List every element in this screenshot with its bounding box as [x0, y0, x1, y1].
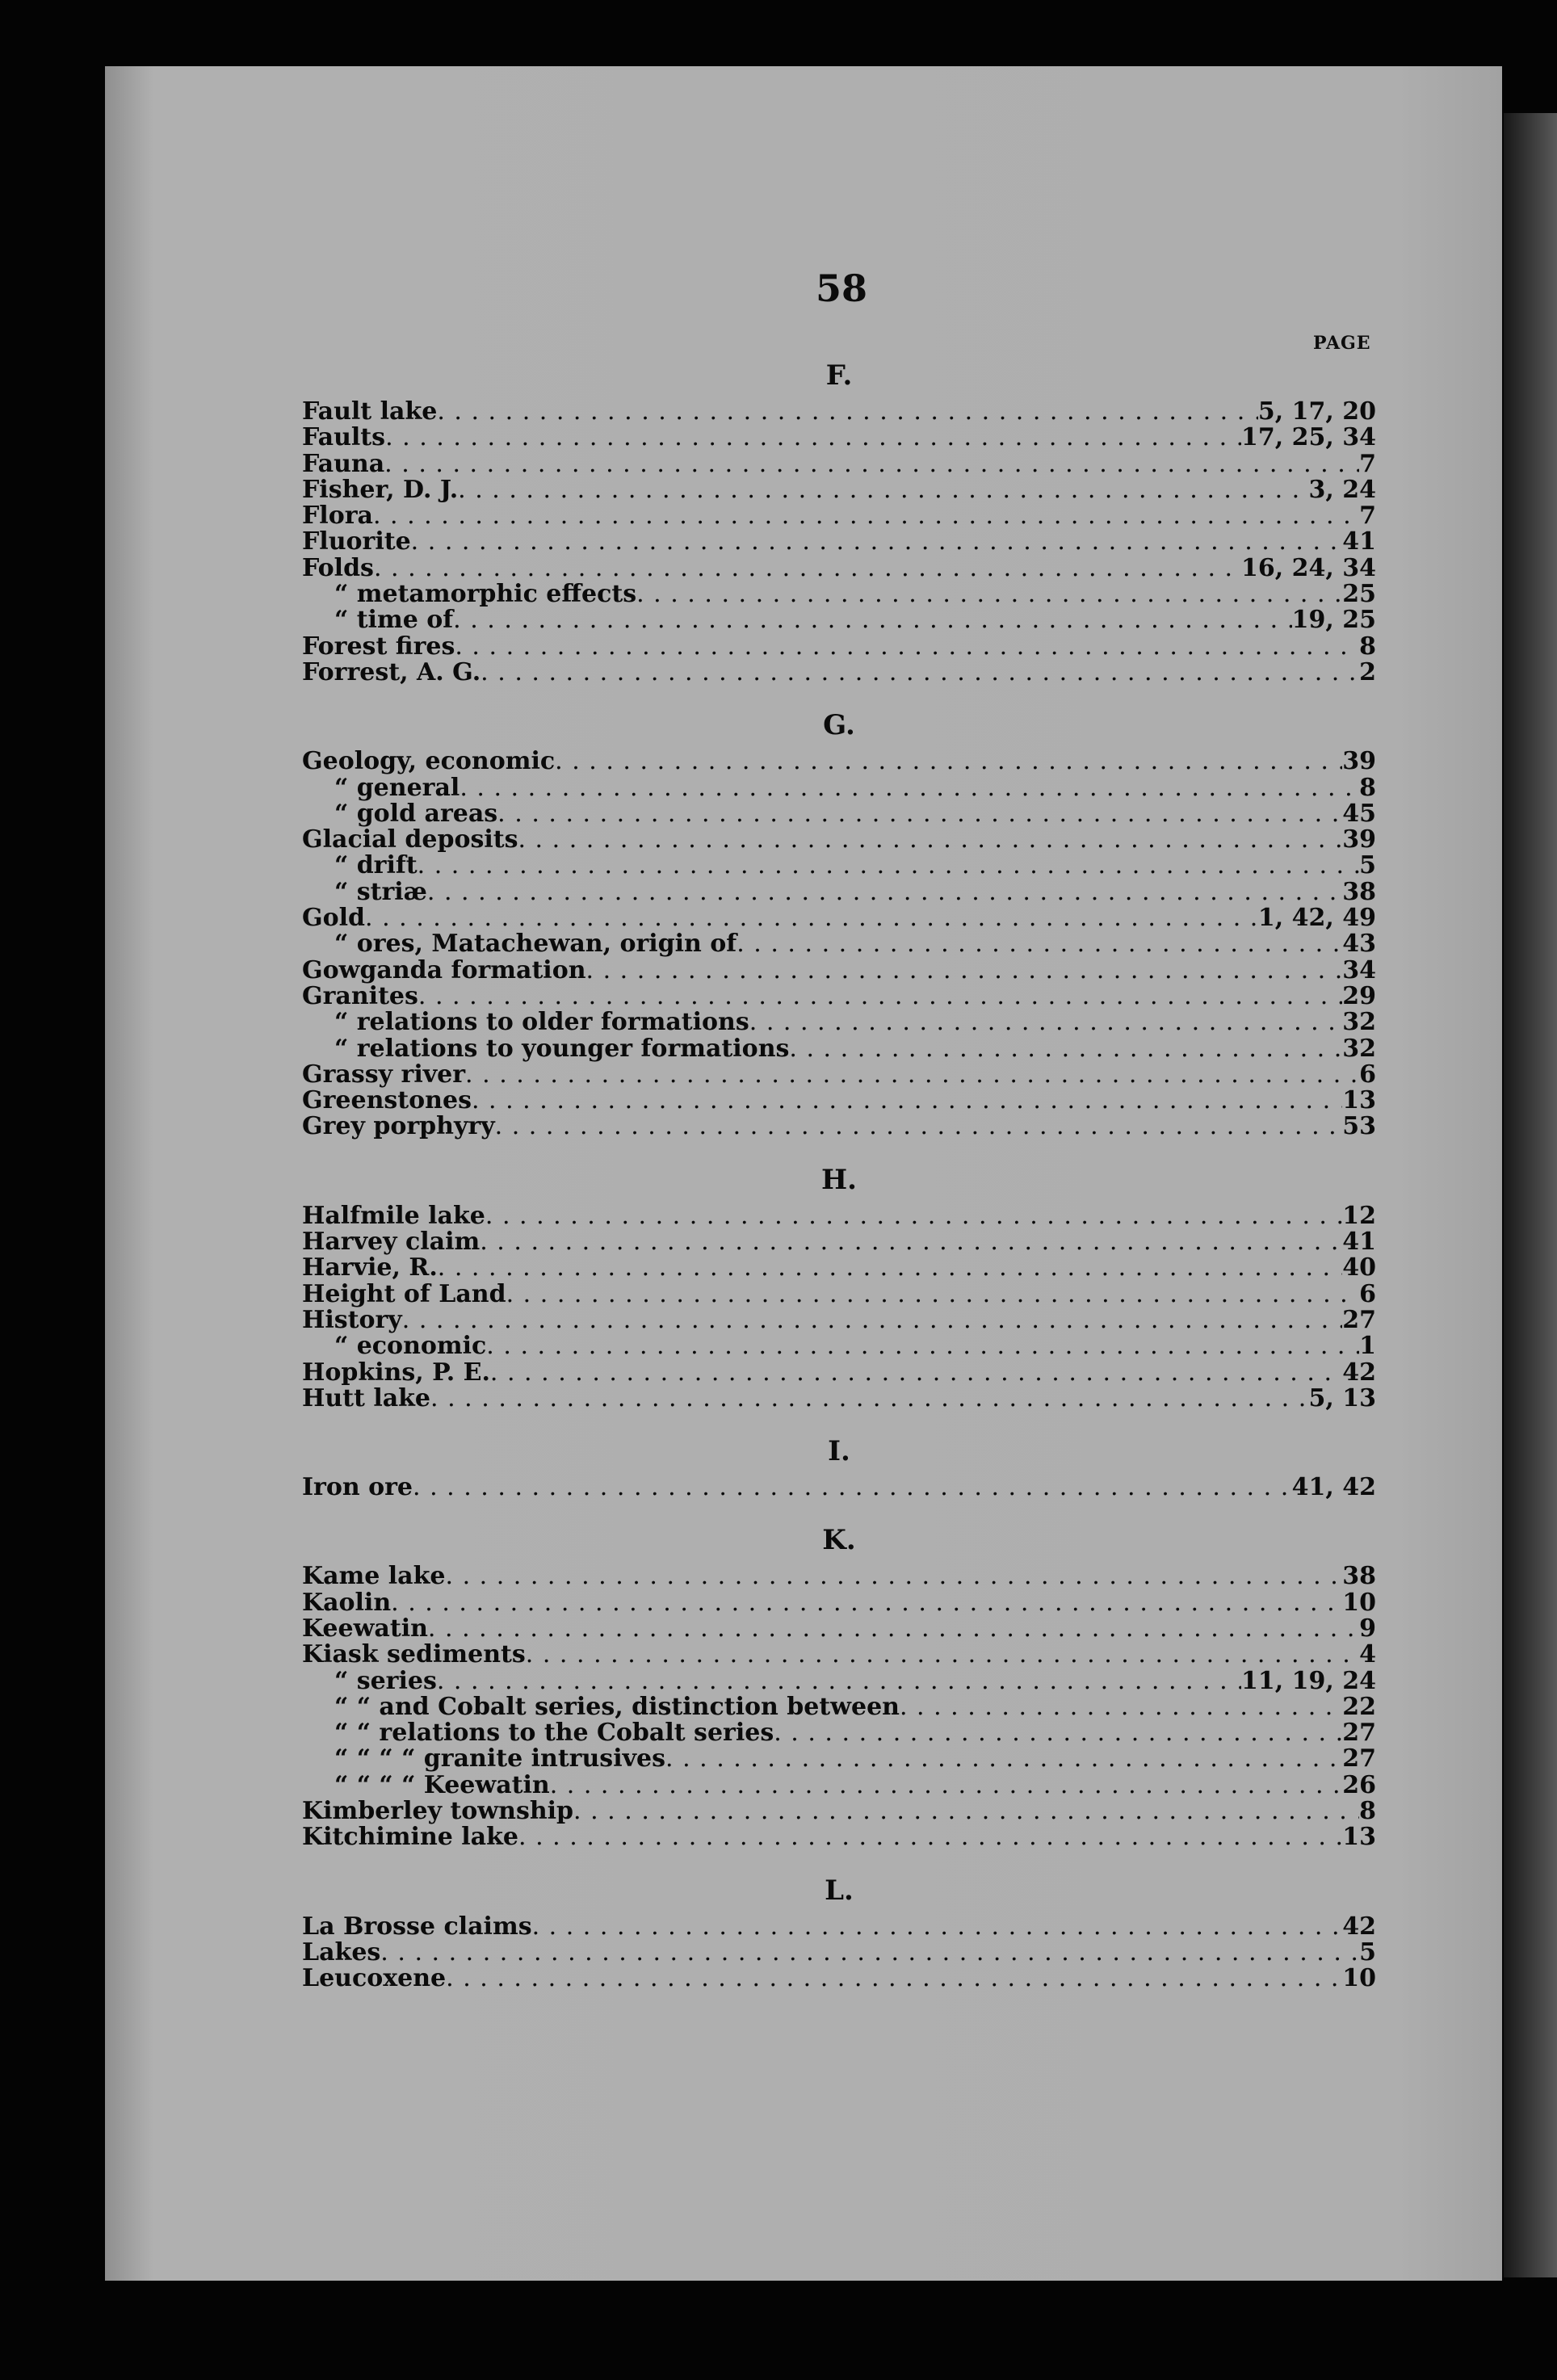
entry-term: “ ores, Matachewan, origin of — [334, 930, 737, 959]
entry-term: Iron ore — [302, 1473, 413, 1502]
index-entry — [302, 1114, 1376, 1140]
entry-term: “ relations to younger formations — [334, 1034, 790, 1063]
dot-leader — [526, 1642, 1359, 1668]
dot-leader — [737, 931, 1342, 957]
entry-term: Kiask sediments — [302, 1640, 526, 1669]
dot-leader — [506, 1282, 1360, 1308]
dot-leader — [446, 1966, 1342, 1992]
entry-term: Leucoxene — [302, 1964, 447, 1993]
dot-leader — [460, 775, 1359, 801]
entry-term: “ drift — [334, 851, 418, 880]
section-heading: G. — [823, 709, 855, 742]
index-entry — [302, 879, 1376, 905]
index-entry — [302, 1564, 1376, 1589]
entry-pages: 1, 42, 49 — [1257, 904, 1376, 933]
entry-term: Gowganda formation — [302, 955, 586, 984]
entry-pages: 7 — [1359, 449, 1376, 478]
index-entry — [302, 1279, 1376, 1308]
entry-term: “ “ relations to the Cobalt series — [334, 1719, 774, 1748]
index-entry — [302, 451, 1376, 477]
entry-pages: 13 — [1342, 1086, 1376, 1115]
entry-term: Geology, economic — [302, 747, 556, 776]
entry-pages: 45 — [1342, 799, 1376, 828]
dot-leader — [380, 1940, 1359, 1966]
entry-term: Faults — [302, 423, 386, 452]
entry-pages: 34 — [1342, 955, 1376, 984]
dot-leader — [437, 1669, 1241, 1694]
entry-term: “ general — [334, 773, 460, 802]
dot-leader — [550, 1773, 1343, 1799]
dot-leader — [490, 1360, 1342, 1386]
dot-leader — [438, 1255, 1342, 1281]
entry-pages: 17, 25, 34 — [1240, 423, 1376, 452]
dot-leader — [900, 1694, 1342, 1720]
dot-leader — [391, 1590, 1342, 1616]
entry-term: Lakes — [302, 1937, 381, 1967]
entry-pages: 1 — [1359, 1332, 1376, 1361]
entry-pages: 27 — [1342, 1744, 1376, 1773]
entry-term: Folds — [302, 553, 374, 582]
entry-term: Gold — [302, 904, 366, 933]
entry-pages: 5 — [1359, 1937, 1376, 1967]
section-heading: F. — [825, 359, 853, 392]
index-entry — [302, 775, 1376, 801]
entry-pages: 9 — [1359, 1614, 1376, 1643]
entry-pages: 32 — [1342, 1008, 1376, 1037]
dot-leader — [749, 1010, 1343, 1035]
index-entry — [302, 1590, 1376, 1616]
dot-leader — [495, 1114, 1343, 1140]
index-entry — [302, 1616, 1376, 1642]
entry-pages: 7 — [1359, 502, 1376, 531]
index-entry — [302, 634, 1376, 660]
index-entry — [302, 1799, 1376, 1824]
section-heading: K. — [822, 1524, 856, 1557]
dot-leader — [418, 853, 1359, 879]
entry-pages: 42 — [1342, 1912, 1376, 1941]
entry-pages: 25 — [1342, 580, 1376, 609]
section-gap — [302, 686, 1376, 702]
index-entry — [302, 529, 1376, 555]
dot-leader — [486, 1333, 1359, 1359]
dot-leader — [532, 1914, 1343, 1940]
dot-leader — [789, 1036, 1342, 1062]
dot-leader — [374, 556, 1241, 581]
dot-leader — [430, 1386, 1308, 1412]
index-entry — [302, 425, 1376, 451]
dot-leader — [437, 399, 1258, 425]
entry-pages: 19, 25 — [1291, 606, 1376, 635]
entry-term: Harvey claim — [302, 1228, 481, 1257]
entry-pages: 38 — [1342, 1562, 1376, 1591]
entry-term: Granites — [302, 981, 418, 1010]
entry-pages: 41 — [1342, 527, 1376, 556]
dot-leader — [480, 1229, 1342, 1255]
entry-term: “ striæ — [334, 877, 427, 906]
entry-term: “ relations to older formations — [334, 1008, 749, 1037]
index-entry — [302, 1694, 1376, 1720]
index-entry — [302, 1770, 1376, 1799]
index-entry — [302, 1360, 1376, 1386]
index-list — [302, 352, 1376, 1992]
index-entry — [302, 955, 1376, 984]
entry-term: Hutt lake — [302, 1383, 431, 1412]
entry-term: Fault lake — [302, 397, 438, 426]
entry-pages: 4 — [1359, 1640, 1376, 1669]
entry-term: “ “ and Cobalt series, distinction between — [334, 1692, 900, 1721]
dot-leader — [427, 879, 1342, 905]
index-entry — [302, 1010, 1376, 1035]
entry-term: Fluorite — [302, 527, 411, 556]
entry-pages: 53 — [1342, 1112, 1376, 1141]
dot-leader — [385, 425, 1241, 451]
index-entry — [302, 607, 1376, 633]
dot-leader — [446, 1564, 1343, 1589]
index-entry — [302, 503, 1376, 529]
dot-leader — [497, 801, 1342, 827]
index-entry — [302, 657, 1376, 686]
index-entry — [302, 1305, 1376, 1334]
index-entry — [302, 1642, 1376, 1668]
entry-pages: 39 — [1342, 825, 1376, 854]
entry-pages: 39 — [1342, 747, 1376, 776]
entry-pages: 10 — [1342, 1964, 1376, 1993]
index-entry — [302, 905, 1376, 931]
entry-term: Fauna — [302, 449, 385, 478]
index-entry — [302, 399, 1376, 425]
entry-pages: 13 — [1342, 1823, 1376, 1852]
index-entry — [302, 581, 1376, 607]
entry-term: Fisher, D. J. — [302, 475, 459, 504]
index-entry — [302, 749, 1376, 774]
entry-term: Flora — [302, 502, 373, 531]
entry-term: Kimberley township — [302, 1797, 574, 1826]
facing-page-edge — [1504, 113, 1557, 2277]
entry-term: Forest fires — [302, 632, 455, 661]
entry-term: “ series — [334, 1666, 437, 1695]
entry-term: Kame lake — [302, 1562, 446, 1591]
entry-pages: 8 — [1359, 632, 1376, 661]
dot-leader — [428, 1616, 1359, 1642]
index-entry — [302, 1203, 1376, 1229]
entry-pages: 29 — [1342, 981, 1376, 1010]
entry-term: Hopkins, P. E. — [302, 1358, 490, 1387]
section-gap — [302, 1851, 1376, 1867]
entry-pages: 27 — [1342, 1305, 1376, 1334]
dot-leader — [636, 581, 1342, 607]
entry-pages: 11, 19, 24 — [1240, 1666, 1376, 1695]
index-entry — [302, 1824, 1376, 1850]
index-entry — [302, 1062, 1376, 1088]
dot-leader — [453, 607, 1291, 633]
entry-term: “ “ “ “ granite intrusives — [334, 1744, 665, 1773]
entry-pages: 6 — [1359, 1060, 1376, 1089]
dot-leader — [458, 477, 1308, 503]
index-entry — [302, 1746, 1376, 1772]
entry-term: Harvie, R. — [302, 1253, 438, 1282]
index-entry — [302, 1383, 1376, 1412]
dot-leader — [413, 1475, 1292, 1501]
entry-pages: 32 — [1342, 1034, 1376, 1063]
section-heading: H. — [821, 1163, 857, 1196]
dot-leader — [518, 1824, 1342, 1850]
entry-pages: 5 — [1359, 851, 1376, 880]
entry-pages: 8 — [1359, 1797, 1376, 1826]
entry-pages: 8 — [1359, 773, 1376, 802]
index-entry — [302, 1666, 1376, 1695]
dot-leader — [485, 1203, 1342, 1229]
entry-pages: 27 — [1342, 1719, 1376, 1748]
section-gap — [302, 1412, 1376, 1428]
dot-leader — [402, 1308, 1343, 1333]
index-entry — [302, 801, 1376, 827]
dot-leader — [472, 1088, 1342, 1114]
entry-term: “ metamorphic effects — [334, 580, 637, 609]
section-heading: I. — [828, 1435, 850, 1468]
dot-leader — [665, 1746, 1342, 1772]
dot-leader — [586, 958, 1343, 984]
entry-term: Grey porphyry — [302, 1112, 495, 1141]
entry-term: Grassy river — [302, 1060, 466, 1089]
index-entry — [302, 1255, 1376, 1281]
dot-leader — [373, 503, 1359, 529]
index-entry — [302, 1036, 1376, 1062]
dot-leader — [518, 827, 1342, 853]
entry-term: “ economic — [334, 1332, 487, 1361]
entry-term: Kitchimine lake — [302, 1823, 518, 1852]
entry-pages: 40 — [1342, 1253, 1376, 1282]
entry-pages: 6 — [1359, 1279, 1376, 1308]
entry-term: Forrest, A. G. — [302, 657, 481, 686]
entry-term: History — [302, 1305, 402, 1334]
section-gap — [302, 1501, 1376, 1517]
section-gap — [302, 1140, 1376, 1156]
entry-term: Kaolin — [302, 1588, 392, 1617]
entry-pages: 41, 42 — [1291, 1473, 1376, 1502]
index-entry — [302, 1475, 1376, 1501]
dot-leader — [365, 905, 1258, 931]
index-entry — [302, 1088, 1376, 1114]
dot-leader — [481, 660, 1359, 686]
page-column-label: PAGE — [1313, 333, 1371, 354]
dot-leader — [418, 984, 1342, 1010]
index-entry — [302, 477, 1376, 503]
dot-leader — [555, 749, 1342, 774]
entry-term: Halfmile lake — [302, 1201, 485, 1230]
entry-term: “ gold areas — [334, 799, 498, 828]
entry-pages: 43 — [1342, 930, 1376, 959]
index-entry — [302, 553, 1376, 582]
entry-pages: 5, 17, 20 — [1257, 397, 1376, 426]
entry-pages: 3, 24 — [1308, 475, 1376, 504]
index-entry — [302, 931, 1376, 957]
index-entry — [302, 981, 1376, 1010]
index-entry — [302, 827, 1376, 853]
entry-pages: 41 — [1342, 1228, 1376, 1257]
entry-pages: 12 — [1342, 1201, 1376, 1230]
dot-leader — [573, 1799, 1359, 1824]
dot-leader — [411, 529, 1343, 555]
index-entry — [302, 1914, 1376, 1940]
entry-pages: 42 — [1342, 1358, 1376, 1387]
entry-pages: 5, 13 — [1308, 1383, 1376, 1412]
entry-term: Height of Land — [302, 1279, 506, 1308]
dot-leader — [774, 1720, 1342, 1746]
entry-pages: 38 — [1342, 877, 1376, 906]
entry-pages: 2 — [1359, 657, 1376, 686]
dot-leader — [455, 634, 1359, 660]
entry-pages: 26 — [1342, 1770, 1376, 1799]
entry-pages: 10 — [1342, 1588, 1376, 1617]
page-number: 58 — [816, 267, 868, 310]
entry-pages: 16, 24, 34 — [1240, 553, 1376, 582]
entry-term: “ time of — [334, 606, 454, 635]
section-heading: L. — [825, 1874, 854, 1907]
dot-leader — [384, 451, 1359, 477]
entry-term: “ “ “ “ Keewatin — [334, 1770, 550, 1799]
entry-term: Greenstones — [302, 1086, 472, 1115]
entry-term: Glacial deposits — [302, 825, 518, 854]
entry-pages: 22 — [1342, 1692, 1376, 1721]
index-entry — [302, 1966, 1376, 1992]
index-entry — [302, 1229, 1376, 1255]
index-entry — [302, 1333, 1376, 1359]
index-entry — [302, 1720, 1376, 1746]
index-entry — [302, 1937, 1376, 1967]
dot-leader — [465, 1062, 1359, 1088]
entry-term: Keewatin — [302, 1614, 428, 1643]
entry-term: La Brosse claims — [302, 1912, 532, 1941]
index-entry — [302, 853, 1376, 879]
